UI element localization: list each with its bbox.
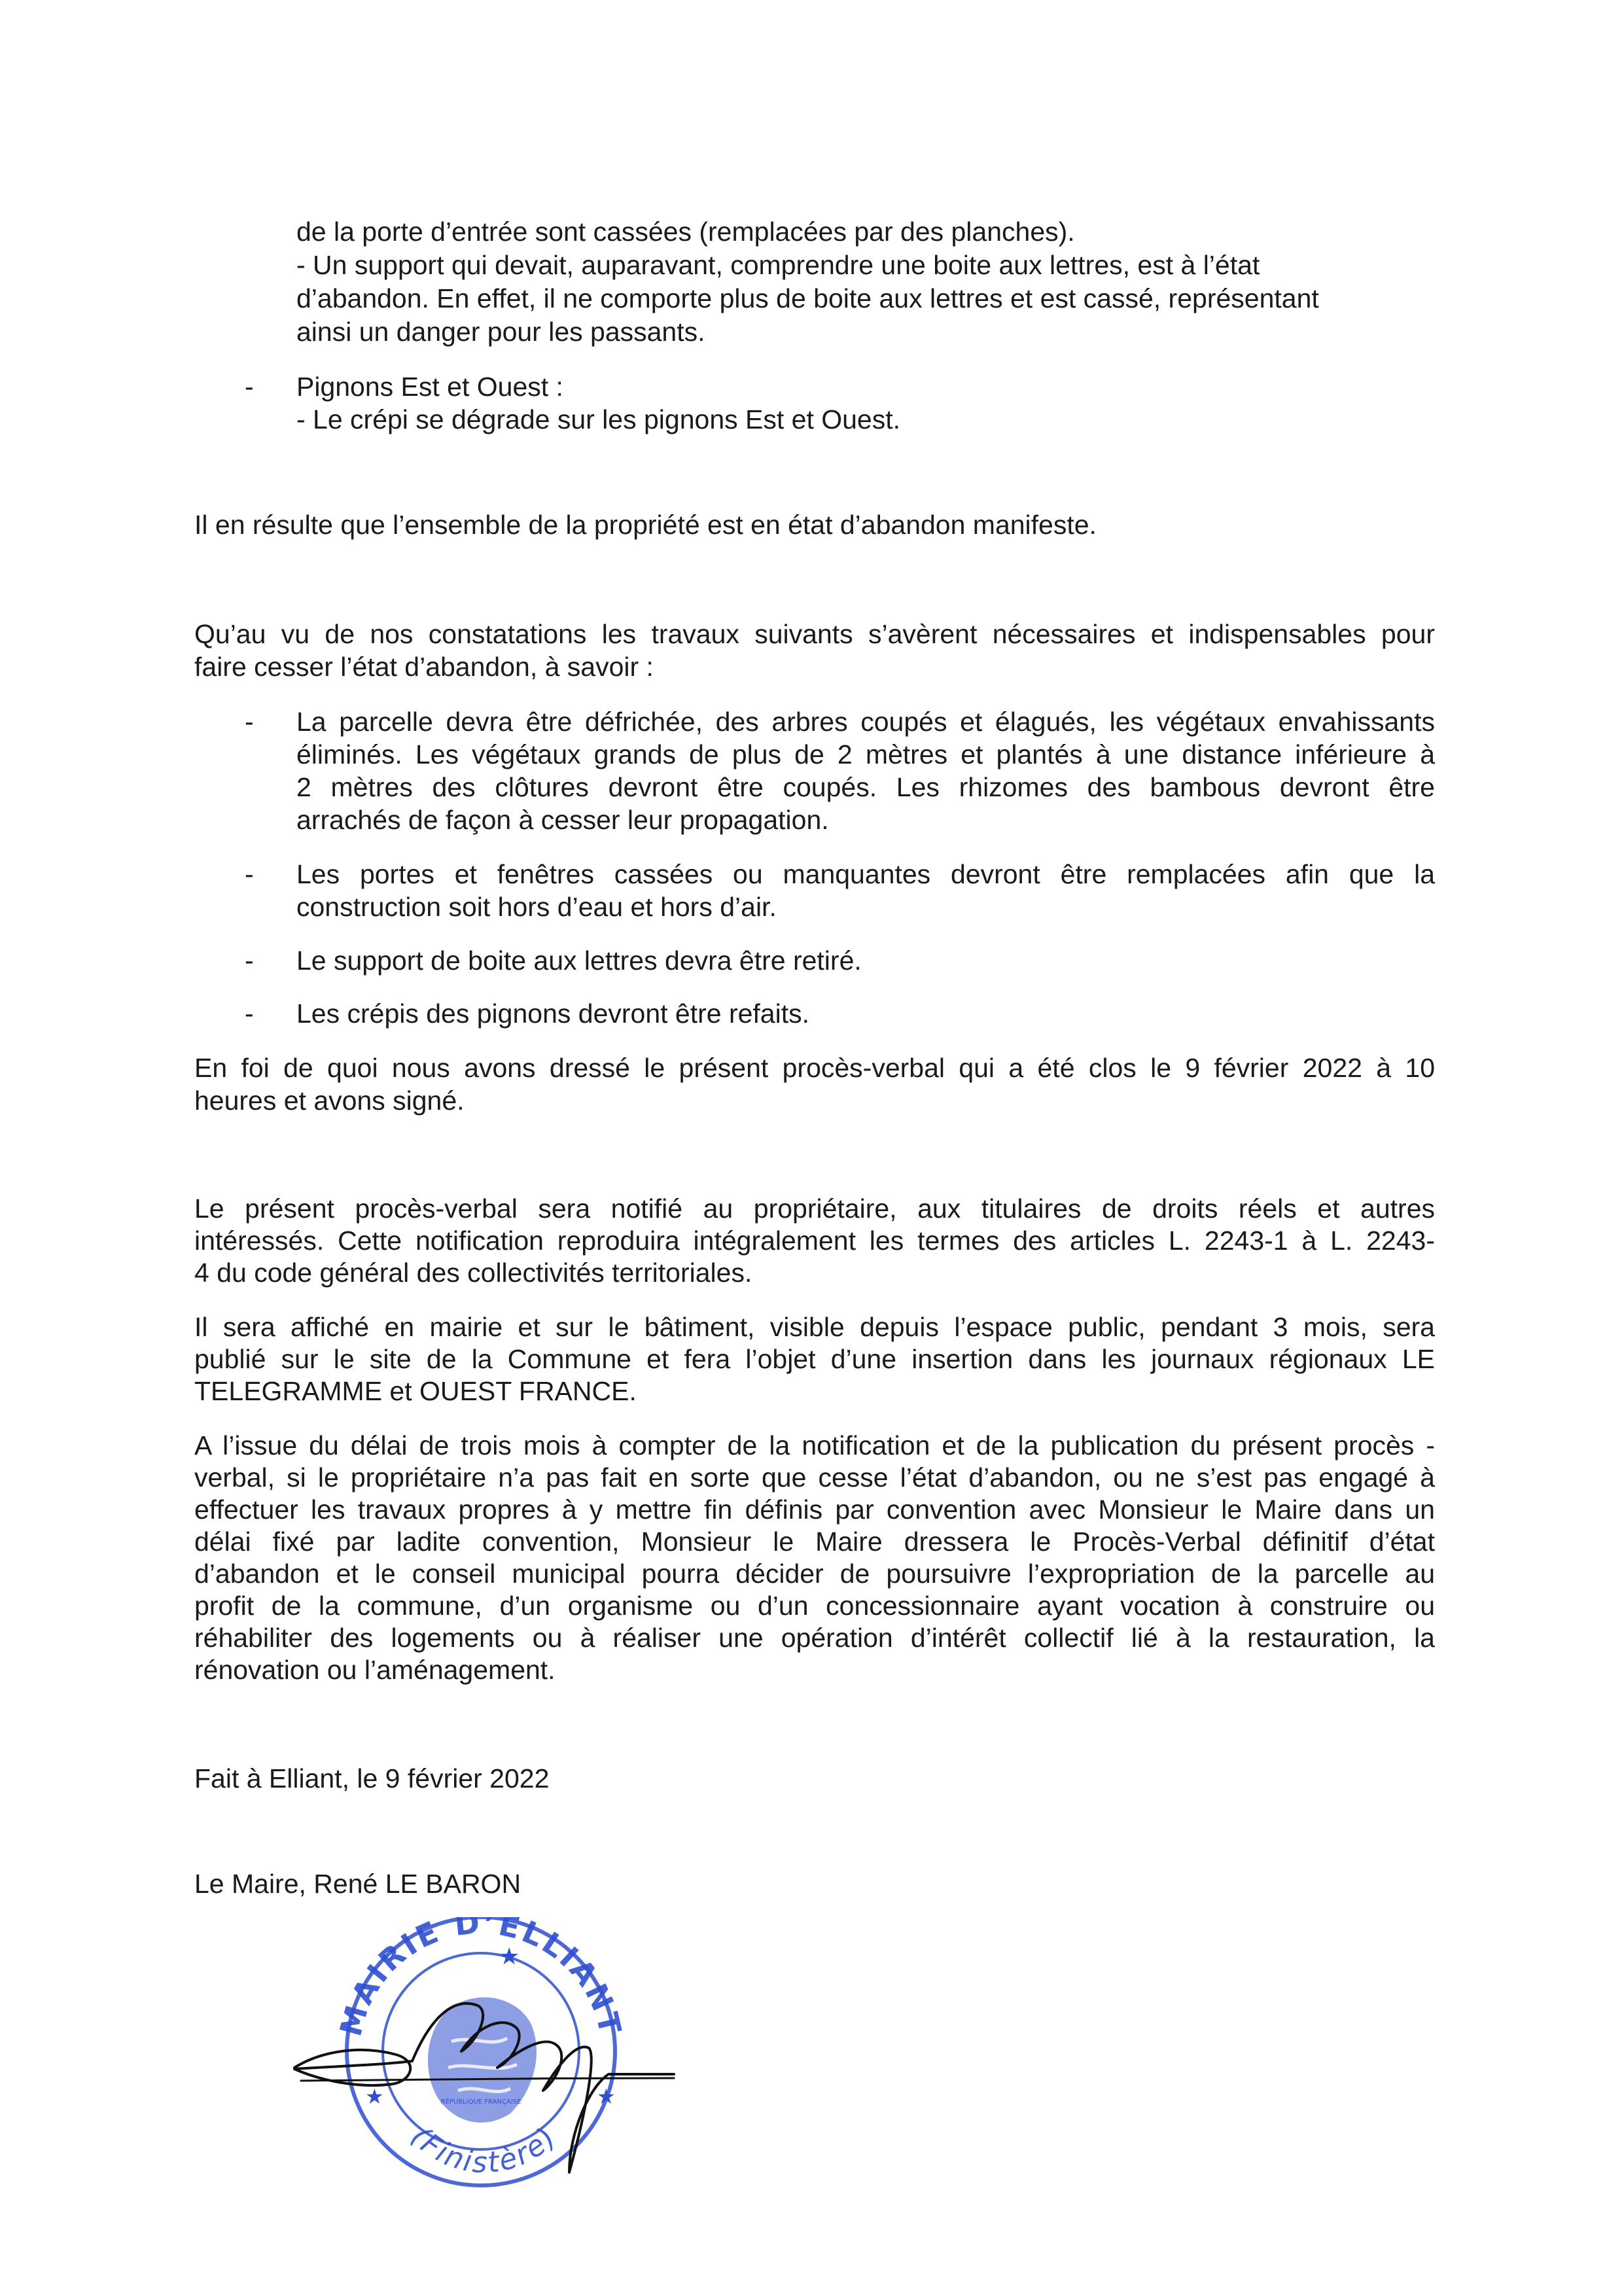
list-dash: -	[245, 859, 254, 889]
text-line: de la porte d’entrée sont cassées (remplacées par des planches).	[296, 217, 1075, 247]
notif-line: 4 du code général des collectivités territoriales.	[194, 1258, 752, 1288]
svg-text:★: ★	[597, 2084, 616, 2109]
fait-line: Fait à Elliant, le 9 février 2022	[194, 1763, 550, 1793]
pignons-detail: - Le crépi se dégrade sur les pignons Est et Ouest.	[296, 404, 901, 434]
svg-text:★: ★	[499, 1943, 520, 1970]
signataire-line: Le Maire, René LE BARON	[194, 1869, 521, 1899]
list-dash: -	[245, 707, 254, 737]
notif-line: intéressés. Cette notification reproduira intégralement les termes des articles L. 2243-1 à L. 2243-	[194, 1226, 1435, 1256]
issue-line: A l’issue du délai de trois mois à compter de la notification et de la publication du présent procès -	[194, 1430, 1435, 1460]
issue-line: réhabiliter des logements ou à réaliser une opération d’intérêt collectif lié à la restauration, la	[194, 1623, 1435, 1653]
stamp-center-text: RÉPUBLIQUE FRANÇAISE	[440, 2098, 521, 2106]
list-item-line: Les portes et fenêtres cassées ou manquantes devront être remplacées afin que la	[296, 859, 1435, 889]
issue-line: profit de la commune, d’un organisme ou d’un concessionnaire ayant vocation à construire ou	[194, 1591, 1435, 1621]
text-line: ainsi un danger pour les passants.	[296, 317, 705, 347]
issue-line: rénovation ou l’aménagement.	[194, 1655, 556, 1685]
stamp-bottom-text: (Finistère)	[404, 2120, 564, 2180]
list-item-line: arrachés de façon à cesser leur propagation.	[296, 805, 829, 835]
issue-line: d’abandon et le conseil municipal pourra décider de poursuivre l’expropriation de la parcelle au	[194, 1559, 1435, 1589]
svg-text:★: ★	[365, 2084, 384, 2109]
travaux-intro-line: Qu’au vu de nos constatations les travaux suivants s’avèrent nécessaires et indispensables pour	[194, 619, 1435, 649]
affichage-line: TELEGRAMME et OUEST FRANCE.	[194, 1376, 637, 1406]
list-item-line: éliminés. Les végétaux grands de plus de 2 mètres et plantés à une distance inférieure à	[296, 739, 1435, 769]
notif-line: Le présent procès-verbal sera notifié au propriétaire, aux titulaires de droits réels et autres	[194, 1193, 1435, 1224]
result-paragraph: Il en résulte que l’ensemble de la propriété est en état d’abandon manifeste.	[194, 510, 1097, 540]
list-dash: -	[245, 945, 254, 976]
issue-line: délai fixé par ladite convention, Monsieur le Maire dressera le Procès-Verbal définitif d’état	[194, 1527, 1435, 1557]
list-dash: -	[245, 998, 254, 1029]
affichage-line: publié sur le site de la Commune et fera l’objet d’une insertion dans les journaux régionaux LE	[194, 1344, 1435, 1374]
affichage-line: Il sera affiché en mairie et sur le bâtiment, visible depuis l’espace public, pendant 3 mois, sera	[194, 1312, 1435, 1342]
text-line: - Un support qui devait, auparavant, comprendre une boite aux lettres, est à l’état	[296, 250, 1260, 280]
list-dash: -	[245, 372, 254, 402]
issue-line: effectuer les travaux propres à y mettre fin définis par convention avec Monsieur le Maire dans un	[194, 1494, 1435, 1525]
travaux-intro-line: faire cesser l’état d’abandon, à savoir :	[194, 652, 654, 682]
foi-line: heures et avons signé.	[194, 1086, 465, 1116]
text-line: d’abandon. En effet, il ne comporte plus de boite aux lettres et est cassé, représentant	[296, 283, 1319, 313]
mairie-stamp	[281, 1917, 707, 2192]
stamp-and-signature-graphic	[281, 1917, 707, 2192]
list-item-line: La parcelle devra être défrichée, des arbres coupés et élagués, les végétaux envahissants	[296, 707, 1435, 737]
list-item-line: Les crépis des pignons devront être refaits.	[296, 998, 809, 1029]
pignons-title: Pignons Est et Ouest :	[296, 372, 563, 402]
list-item-line: 2 mètres des clôtures devront être coupés. Les rhizomes des bambous devront être	[296, 772, 1435, 802]
foi-line: En foi de quoi nous avons dressé le présent procès-verbal qui a été clos le 9 février 2022 à 10	[194, 1053, 1435, 1083]
issue-line: verbal, si le propriétaire n’a pas fait en sorte que cesse l’état d’abandon, ou ne s’est pas engagé à	[194, 1462, 1435, 1492]
stamp-top-text: MAIRIE D’ELLIANT	[332, 1917, 629, 2040]
list-item-line: Le support de boite aux lettres devra être retiré.	[296, 945, 862, 976]
list-item-line: construction soit hors d’eau et hors d’air.	[296, 892, 777, 922]
